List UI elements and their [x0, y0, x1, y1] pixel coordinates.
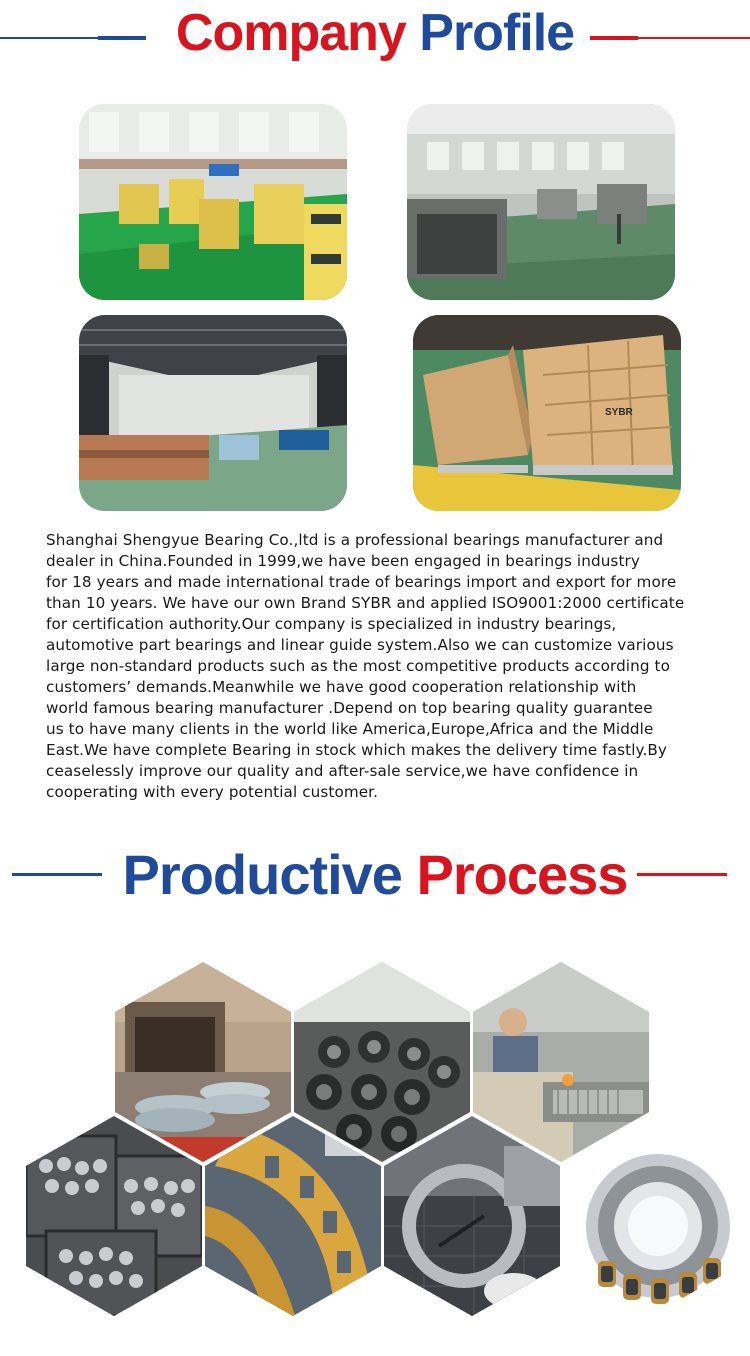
productive-process-title-part1: Productive	[122, 843, 402, 906]
factory-hall-photo	[79, 315, 347, 511]
hex-photo-spherical-roller-bearing	[563, 1116, 739, 1316]
machining-workshop-photo	[407, 104, 675, 300]
company-profile-title-part1: Company	[175, 4, 406, 62]
company-profile-paragraph: Shanghai Shengyue Bearing Co.,ltd is a professional bearings manufacturer and dealer in China.Founded in 1999,we have been engaged in bearings industry for 18 years and made international trade of bearings import and export for more than 10 years. We have our own Brand SYBR and applied ISO9001:2000 certificate for certification authority.Our company is specialized in industry bearings, automotive part bearings and linear guide system.Also we can customize various large non-standard products such as the most competitive products according to customers’ demands.Meanwhile we have good cooperation relationship with world famous bearing manufacturer .Depend on top bearing quality guarantee us to have many clients in the world like America,Europe,Africa and the Middle East.We have complete Bearing in stock which makes the delivery time fastly.By ceaselessly improve our quality and after-sale service,we have confidence in cooperating with every potential customer.	[46, 531, 685, 801]
header-rule-right-thin	[638, 37, 750, 39]
company-profile-title	[0, 2, 750, 64]
hex-photo-ring-inspection	[384, 1116, 560, 1316]
packaged-boxes-photo	[413, 315, 681, 511]
hex-photo-brass-cage	[205, 1116, 381, 1316]
process-rule-right	[637, 873, 727, 876]
hex-photo-steel-rollers	[26, 1116, 202, 1316]
header-rule-right-thick	[590, 36, 638, 40]
box-brand-label: SYBR	[605, 407, 633, 418]
company-profile-title-part2: Profile	[419, 4, 575, 62]
warehouse-photo-green-floor	[79, 104, 347, 300]
productive-process-title-part2: Process	[416, 843, 628, 906]
